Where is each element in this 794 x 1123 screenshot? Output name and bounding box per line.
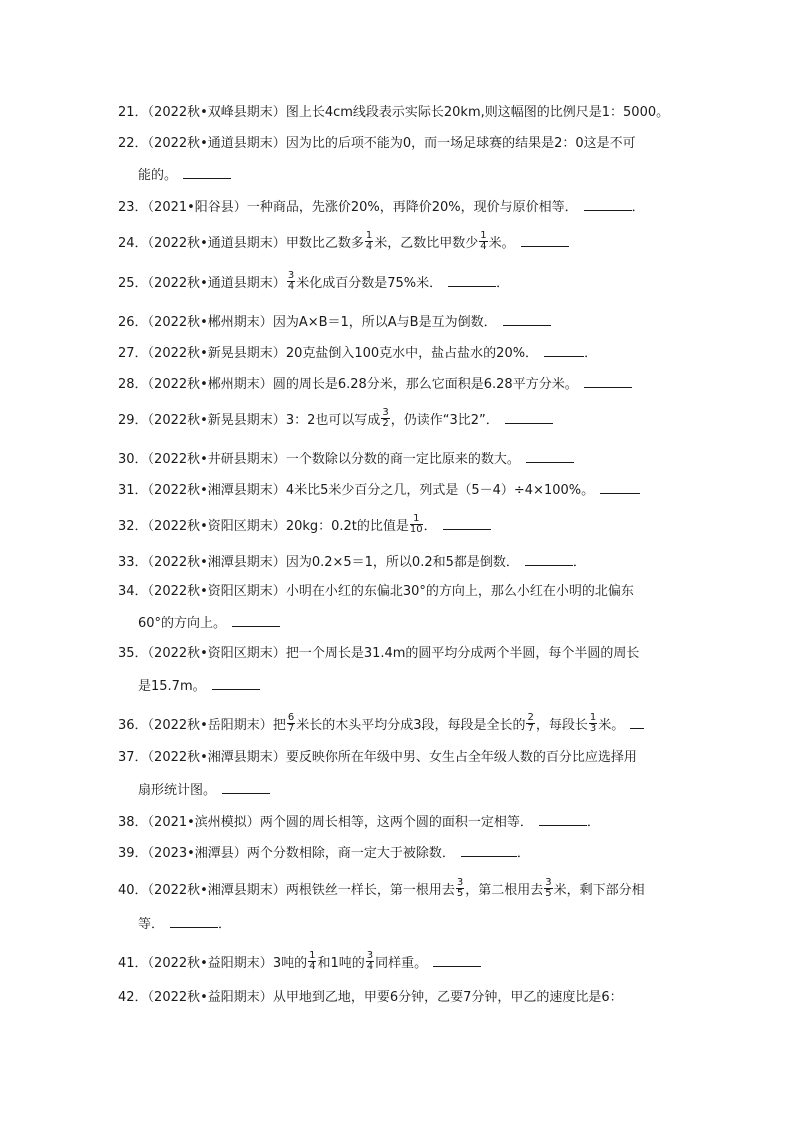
question-text: 20克盐倒入100克水中，盐占盐水的20%． bbox=[285, 346, 539, 361]
question-text: 要反映你所在年级中男、女生占全年级人数的百分比应选择用 bbox=[285, 750, 637, 765]
question-24 bbox=[118, 230, 678, 254]
answer-blank[interactable] bbox=[526, 450, 574, 463]
question-number: 41． bbox=[118, 956, 148, 971]
question-source: （2022秋•井研县期末） bbox=[147, 452, 286, 467]
fraction: $\frac{2}{7}$ bbox=[527, 712, 534, 734]
question-number: 23． bbox=[118, 200, 148, 215]
question-31 bbox=[118, 481, 678, 499]
question-40 bbox=[118, 877, 678, 901]
fraction: $\frac{1}{4}$ bbox=[365, 230, 373, 252]
question-text: 甲数比乙数多 bbox=[285, 236, 364, 251]
question-tail: ． bbox=[516, 846, 530, 861]
question-number: 36． bbox=[118, 718, 148, 733]
question-tail: ． bbox=[584, 346, 598, 361]
question-number: 22． bbox=[118, 136, 148, 151]
question-number: 28． bbox=[118, 377, 148, 392]
question-text: 因为0.2×5＝1，所以0.2和5都是倒数． bbox=[285, 555, 519, 570]
question-source: （2022秋•新晃县期末） bbox=[147, 346, 286, 361]
fraction: $\frac{1}{10}$ bbox=[409, 513, 423, 535]
question-source: （2022秋•通道县期末） bbox=[147, 136, 286, 151]
question-35 bbox=[118, 646, 678, 662]
question-29 bbox=[118, 407, 678, 431]
question-42 bbox=[118, 990, 678, 1006]
answer-blank[interactable] bbox=[544, 344, 584, 357]
answer-blank[interactable] bbox=[212, 677, 260, 690]
question-number: 31． bbox=[118, 483, 148, 498]
answer-blank[interactable] bbox=[525, 553, 573, 566]
question-tail: ． bbox=[631, 200, 645, 215]
question-number: 27． bbox=[118, 346, 148, 361]
answer-blank[interactable] bbox=[443, 517, 491, 530]
question-text: 3吨的 bbox=[272, 956, 308, 971]
fraction: $\frac{1}{4}$ bbox=[309, 950, 316, 972]
question-number: 35． bbox=[118, 646, 148, 661]
question-text: 米长的木头平均分成3段，每段是全长的 bbox=[296, 718, 526, 733]
fraction: $\frac{6}{7}$ bbox=[287, 712, 295, 734]
question-tail: ． bbox=[572, 555, 586, 570]
answer-blank[interactable] bbox=[448, 274, 496, 287]
answer-blank[interactable] bbox=[433, 954, 481, 967]
question-number: 29． bbox=[118, 413, 148, 428]
question-source: （2023•湘潭县） bbox=[147, 846, 247, 861]
question-text: 两根铁丝一样长，第一根用去 bbox=[285, 883, 455, 898]
fraction: $\frac{1}{4}$ bbox=[480, 230, 487, 252]
question-text: 米。 bbox=[488, 236, 515, 251]
question-text: ，仍读作“3比2”． bbox=[390, 413, 499, 428]
question-text: 从甲地到乙地，甲要6分钟，乙要7分钟，甲乙的速度比是6： bbox=[272, 990, 623, 1005]
question-source: （2022秋•资阳区期末） bbox=[147, 584, 286, 599]
question-text: ． bbox=[423, 519, 437, 534]
question-number: 42． bbox=[118, 990, 148, 1005]
question-tail: ． bbox=[218, 917, 232, 932]
question-36 bbox=[118, 712, 678, 736]
question-source: （2022秋•资阳区期末） bbox=[147, 519, 286, 534]
answer-blank[interactable] bbox=[539, 813, 587, 826]
question-source: （2022秋•新晃县期末） bbox=[147, 413, 286, 428]
answer-blank[interactable] bbox=[170, 915, 218, 928]
question-source: （2022秋•资阳区期末） bbox=[147, 646, 286, 661]
question-30 bbox=[118, 450, 678, 468]
question-number: 25． bbox=[118, 276, 148, 291]
fraction: $\frac{3}{5}$ bbox=[545, 877, 552, 899]
question-21 bbox=[118, 105, 678, 121]
question-text: 小明在小红的东偏北30°的方向上，那么小红在小明的北偏东 bbox=[285, 584, 634, 599]
question-source: （2022秋•湘潭县期末） bbox=[147, 883, 286, 898]
question-text-cont: 能的。 bbox=[138, 168, 178, 183]
question-source: （2022秋•湘潭县期末） bbox=[147, 750, 286, 765]
question-text: 两个圆的周长相等，这两个圆的面积一定相等． bbox=[259, 815, 533, 830]
question-number: 34． bbox=[118, 584, 148, 599]
question-number: 24． bbox=[118, 236, 148, 251]
question-34 bbox=[118, 584, 678, 600]
answer-blank[interactable] bbox=[222, 781, 270, 794]
question-text-cont: 扇形统计图。 bbox=[138, 783, 217, 798]
answer-blank[interactable] bbox=[183, 166, 231, 179]
question-number: 30． bbox=[118, 452, 148, 467]
fraction: $\frac{1}{3}$ bbox=[589, 712, 597, 734]
question-text: 米，剩下部分相 bbox=[553, 883, 645, 898]
question-text-cont: 等． bbox=[138, 917, 165, 932]
question-tail: ． bbox=[496, 276, 510, 291]
answer-blank[interactable] bbox=[630, 716, 644, 729]
question-34-continuation bbox=[138, 614, 280, 632]
question-text: ，每段长 bbox=[535, 718, 588, 733]
question-40-continuation bbox=[138, 915, 231, 933]
question-number: 33． bbox=[118, 555, 148, 570]
question-25 bbox=[118, 270, 678, 294]
question-text: 一种商品，先涨价20%，再降价20%，现价与原价相等． bbox=[246, 200, 578, 215]
answer-blank[interactable] bbox=[584, 198, 632, 211]
question-35-continuation bbox=[138, 677, 260, 695]
question-38 bbox=[118, 813, 678, 831]
question-37-continuation bbox=[138, 781, 270, 799]
question-23 bbox=[118, 198, 678, 216]
question-text: 圆的周长是6.28分米，那么它面积是6.28平方分米。 bbox=[272, 377, 578, 392]
question-text: 两个分数相除，商一定大于被除数． bbox=[246, 846, 455, 861]
question-text: 同样重。 bbox=[375, 956, 428, 971]
question-text: 把一个周长是31.4m的圆平均分成两个半圆，每个半圆的周长 bbox=[285, 646, 640, 661]
question-text: 米化成百分数是75%米． bbox=[296, 276, 443, 291]
question-text: 把 bbox=[272, 718, 286, 733]
question-text: 4米比5米少百分之几，列式是（5－4）÷4×100%。 bbox=[285, 483, 595, 498]
question-22 bbox=[118, 136, 678, 152]
answer-blank[interactable] bbox=[584, 375, 632, 388]
answer-blank[interactable] bbox=[503, 313, 551, 326]
fraction: $\frac{3}{2}$ bbox=[382, 407, 389, 429]
question-28 bbox=[118, 375, 678, 393]
question-39 bbox=[118, 844, 678, 862]
fraction: $\frac{3}{5}$ bbox=[456, 877, 464, 899]
question-37 bbox=[118, 750, 678, 766]
question-source: （2022秋•湘潭县期末） bbox=[147, 483, 286, 498]
answer-blank[interactable] bbox=[461, 844, 517, 857]
question-41 bbox=[118, 950, 678, 974]
question-number: 37． bbox=[118, 750, 148, 765]
question-source: （2022秋•岳阳期末） bbox=[147, 718, 273, 733]
question-text: ，第二根用去 bbox=[465, 883, 544, 898]
question-number: 39． bbox=[118, 846, 148, 861]
question-27 bbox=[118, 344, 678, 362]
fraction: $\frac{3}{4}$ bbox=[366, 950, 374, 972]
question-text: 米。 bbox=[598, 718, 625, 733]
question-number: 38． bbox=[118, 815, 148, 830]
question-text: 因为A×B＝1，所以A与B是互为倒数． bbox=[272, 315, 497, 330]
question-source: （2022秋•通道县期末） bbox=[147, 276, 286, 291]
question-33 bbox=[118, 553, 678, 571]
answer-blank[interactable] bbox=[232, 614, 280, 627]
question-text: 图上长4cm线段表示实际长20km,则这幅图的比例尺是1：5000。 bbox=[285, 105, 670, 120]
question-text-cont: 60°的方向上。 bbox=[138, 616, 227, 631]
question-26 bbox=[118, 313, 678, 331]
question-source: （2022秋•益阳期末） bbox=[147, 956, 273, 971]
question-text: 20kg：0.2t的比值是 bbox=[285, 519, 409, 534]
answer-blank[interactable] bbox=[505, 411, 553, 424]
fraction: $\frac{3}{4}$ bbox=[287, 270, 295, 292]
question-text: 一个数除以分数的商一定比原来的数大。 bbox=[285, 452, 520, 467]
question-tail: ． bbox=[586, 815, 600, 830]
question-text-cont: 是15.7m。 bbox=[138, 679, 206, 694]
question-source: （2022秋•湘潭县期末） bbox=[147, 555, 286, 570]
answer-blank[interactable] bbox=[600, 481, 640, 494]
question-number: 32． bbox=[118, 519, 148, 534]
question-source: （2021•滨州模拟） bbox=[147, 815, 260, 830]
answer-blank[interactable] bbox=[521, 234, 569, 247]
question-text: 因为比的后项不能为0，而一场足球赛的结果是2：0这是不可 bbox=[285, 136, 636, 151]
question-number: 21． bbox=[118, 105, 148, 120]
question-source: （2021•阳谷县） bbox=[147, 200, 247, 215]
question-source: （2022秋•双峰县期末） bbox=[147, 105, 286, 120]
question-source: （2022秋•郴州期末） bbox=[147, 377, 273, 392]
question-32 bbox=[118, 513, 678, 537]
question-text: 米，乙数比甲数少 bbox=[374, 236, 479, 251]
question-text: 和1吨的 bbox=[317, 956, 365, 971]
question-source: （2022秋•郴州期末） bbox=[147, 315, 273, 330]
question-source: （2022秋•益阳期末） bbox=[147, 990, 273, 1005]
question-text: 3：2也可以写成 bbox=[285, 413, 381, 428]
question-22-continuation bbox=[138, 166, 231, 184]
question-number: 40． bbox=[118, 883, 148, 898]
question-number: 26． bbox=[118, 315, 148, 330]
question-source: （2022秋•通道县期末） bbox=[147, 236, 286, 251]
